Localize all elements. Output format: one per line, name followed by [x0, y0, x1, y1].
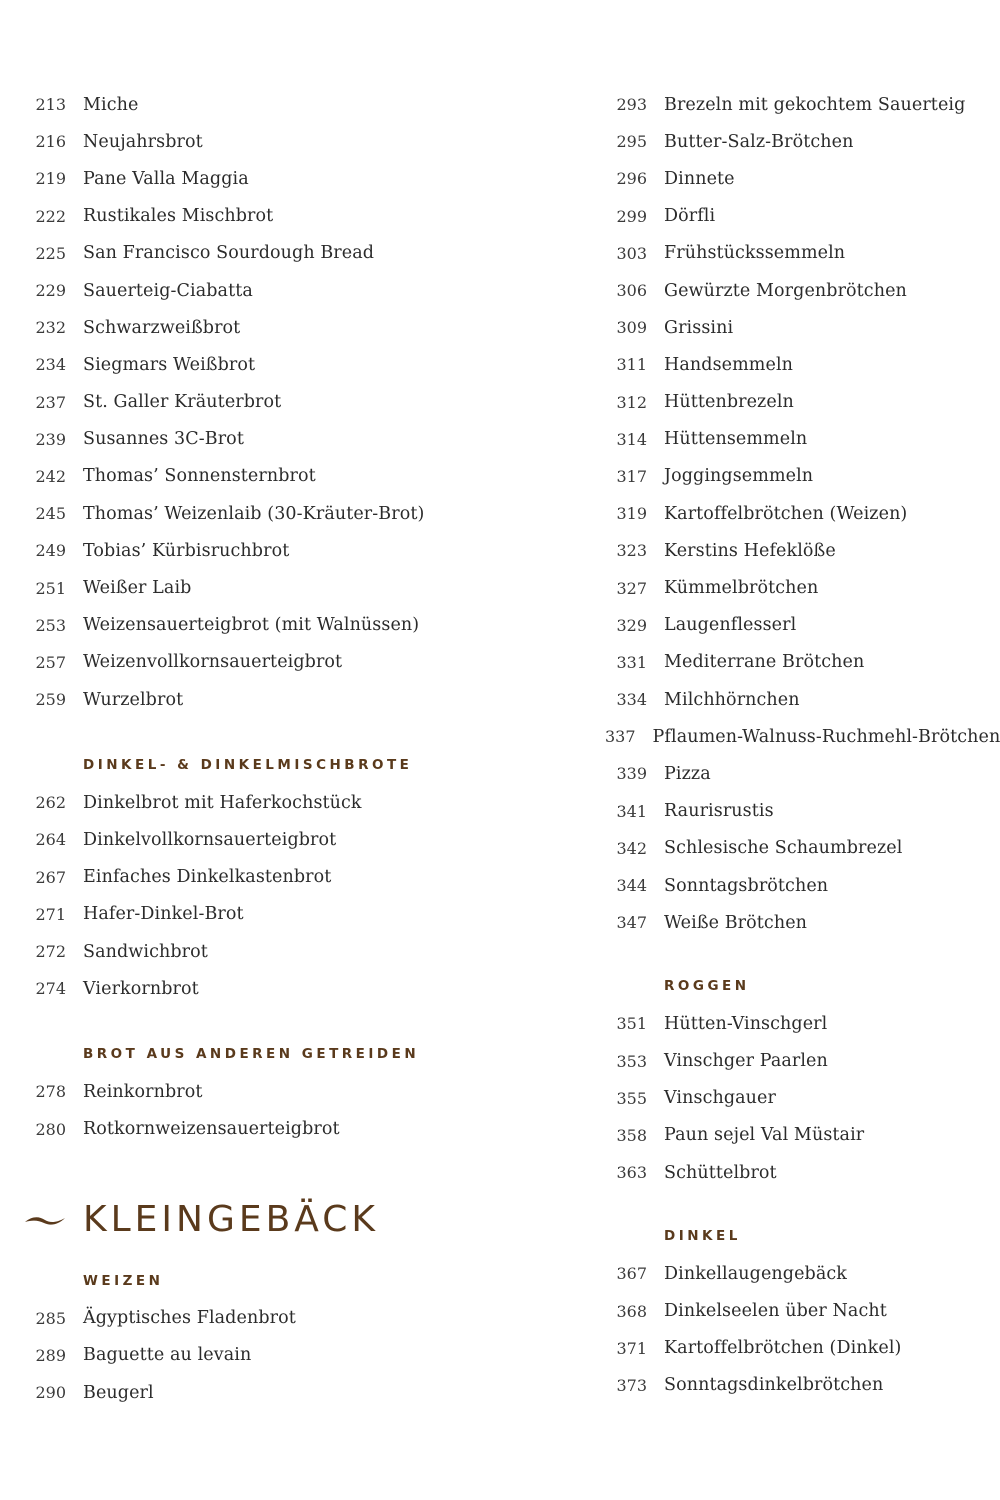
recipe-title: Pflaumen-Walnuss-Ruchmehl-Brötchen — [652, 726, 1000, 747]
toc-entry — [24, 1300, 494, 1337]
toc-entry — [24, 933, 494, 970]
page-number: 239 — [35, 429, 66, 449]
recipe-title: Paun sejel Val Müstair — [664, 1125, 865, 1146]
section-heading-dinkel-mischbrote: DINKEL- & DINKELMISCHBROTE — [83, 757, 413, 774]
page-number: 213 — [35, 95, 66, 115]
page-number: 251 — [35, 578, 66, 598]
toc-entry — [605, 532, 1000, 569]
recipe-title: Milchhörnchen — [664, 689, 800, 710]
page-number: 347 — [616, 913, 647, 933]
page-number: 303 — [616, 243, 647, 263]
toc-entry — [24, 821, 494, 858]
recipe-title: Joggingsemmeln — [664, 466, 814, 487]
recipe-title: Weißer Laib — [83, 578, 192, 599]
page-number: 267 — [35, 867, 66, 887]
recipe-title: Rotkornweizensauerteigbrot — [83, 1119, 340, 1140]
page-number: 271 — [35, 904, 66, 924]
page-number: 309 — [616, 318, 647, 338]
toc-entry — [605, 1330, 1000, 1367]
page-number: 280 — [35, 1119, 66, 1139]
recipe-title: Baguette au levain — [83, 1345, 252, 1366]
swoosh-ornament-icon — [24, 1210, 83, 1230]
toc-entry — [605, 235, 1000, 272]
page-number: 355 — [616, 1088, 647, 1108]
recipe-title: Kartoffelbrötchen (Dinkel) — [664, 1338, 902, 1359]
toc-group-andere-getreide — [24, 1073, 494, 1147]
toc-entry — [605, 421, 1000, 458]
toc-entry — [24, 1111, 494, 1148]
page-number: 272 — [35, 942, 66, 962]
toc-entry — [24, 859, 494, 896]
page-number: 285 — [35, 1308, 66, 1328]
page-number: 344 — [616, 876, 647, 896]
toc-entry — [24, 532, 494, 569]
toc-entry — [605, 384, 1000, 421]
page-number: 334 — [616, 690, 647, 710]
toc-group-weizen — [24, 1300, 494, 1412]
toc-entry — [605, 272, 1000, 309]
toc-entry — [24, 309, 494, 346]
recipe-title: Sonntagsbrötchen — [664, 875, 829, 896]
toc-entry — [605, 86, 1000, 123]
toc-entry — [605, 123, 1000, 160]
toc-entry — [24, 681, 494, 718]
recipe-title: Weizensauerteigbrot (mit Walnüssen) — [83, 615, 420, 636]
toc-group-roggen — [605, 1005, 1000, 1191]
page-number: 329 — [616, 615, 647, 635]
page-number: 289 — [35, 1345, 66, 1365]
page-number: 274 — [35, 979, 66, 999]
toc-entry — [605, 644, 1000, 681]
page-number: 317 — [616, 466, 647, 486]
toc-entry — [24, 495, 494, 532]
section-heading-dinkel: DINKEL — [664, 1228, 741, 1245]
recipe-title: Brezeln mit gekochtem Sauerteig — [664, 94, 966, 115]
recipe-title: Siegmars Weißbrot — [83, 354, 256, 375]
recipe-title: Vinschger Paarlen — [664, 1051, 828, 1072]
recipe-title: Vierkornbrot — [83, 978, 199, 999]
recipe-title: Susannes 3C-Brot — [83, 429, 244, 450]
page-number: 367 — [616, 1264, 647, 1284]
recipe-title: Pane Valla Maggia — [83, 168, 249, 189]
toc-entry — [605, 681, 1000, 718]
toc-entry — [605, 830, 1000, 867]
toc-entry — [24, 198, 494, 235]
toc-entry — [605, 458, 1000, 495]
page-number: 342 — [616, 838, 647, 858]
toc-entry — [605, 904, 1000, 941]
toc-entry — [605, 198, 1000, 235]
recipe-title: Dinkelseelen über Nacht — [664, 1301, 887, 1322]
page-number: 327 — [616, 578, 647, 598]
recipe-title: Einfaches Dinkelkastenbrot — [83, 867, 332, 888]
page-number: 311 — [616, 355, 647, 375]
page-number: 232 — [35, 318, 66, 338]
page-number: 371 — [616, 1338, 647, 1358]
page-number: 278 — [35, 1082, 66, 1102]
page-number: 249 — [35, 541, 66, 561]
page-number: 259 — [35, 690, 66, 710]
recipe-title: St. Galler Kräuterbrot — [83, 392, 282, 413]
toc-entry — [24, 1374, 494, 1411]
recipe-title: Sandwichbrot — [83, 941, 208, 962]
page-number: 264 — [35, 830, 66, 850]
recipe-title: San Francisco Sourdough Bread — [83, 243, 375, 264]
toc-entry — [24, 896, 494, 933]
page-number: 295 — [616, 132, 647, 152]
toc-entry — [605, 718, 1000, 755]
toc-entry — [605, 1005, 1000, 1042]
toc-entry — [24, 458, 494, 495]
recipe-title: Neujahrsbrot — [83, 131, 203, 152]
toc-entry — [24, 1337, 494, 1374]
toc-entry — [605, 1255, 1000, 1292]
section-heading-weizen: WEIZEN — [83, 1272, 164, 1289]
page-number: 331 — [616, 652, 647, 672]
toc-right-column — [605, 86, 1000, 1404]
page-number: 293 — [616, 95, 647, 115]
page-number: 341 — [616, 801, 647, 821]
recipe-title: Kerstins Hefeklöße — [664, 540, 836, 561]
recipe-title: Kartoffelbrötchen (Weizen) — [664, 503, 908, 524]
recipe-title: Dinnete — [664, 168, 735, 189]
toc-entry — [605, 1080, 1000, 1117]
page-number: 222 — [35, 206, 66, 226]
recipe-title: Ägyptisches Fladenbrot — [83, 1308, 296, 1329]
toc-entry — [24, 644, 494, 681]
recipe-title: Grissini — [664, 317, 734, 338]
recipe-title: Frühstückssemmeln — [664, 243, 846, 264]
recipe-title: Rustikales Mischbrot — [83, 206, 274, 227]
page-number: 353 — [616, 1051, 647, 1071]
page-number: 257 — [35, 652, 66, 672]
toc-entry — [24, 784, 494, 821]
recipe-title: Butter-Salz-Brötchen — [664, 131, 854, 152]
page-number: 373 — [616, 1375, 647, 1395]
page-number: 323 — [616, 541, 647, 561]
page-number: 299 — [616, 206, 647, 226]
toc-entry — [24, 123, 494, 160]
toc-entry — [24, 1073, 494, 1110]
page-number: 216 — [35, 132, 66, 152]
toc-entry — [24, 607, 494, 644]
toc-entry — [24, 235, 494, 272]
toc-entry — [24, 421, 494, 458]
page-number: 290 — [35, 1383, 66, 1403]
chapter-title: KLEINGEBÄCK — [83, 1199, 380, 1241]
recipe-title: Kümmelbrötchen — [664, 578, 819, 599]
toc-entry — [605, 160, 1000, 197]
toc-entry — [605, 1043, 1000, 1080]
recipe-title: Hüttenbrezeln — [664, 392, 794, 413]
toc-entry — [24, 569, 494, 606]
section-heading-andere-getreide: BROT AUS ANDEREN GETREIDEN — [83, 1046, 420, 1063]
recipe-title: Schlesische Schaumbrezel — [664, 838, 903, 859]
recipe-title: Thomas’ Sonnensternbrot — [83, 466, 316, 487]
toc-entry — [24, 272, 494, 309]
recipe-title: Hütten-Vinschgerl — [664, 1013, 828, 1034]
toc-entry — [24, 160, 494, 197]
page-number: 296 — [616, 169, 647, 189]
recipe-title: Pizza — [664, 763, 711, 784]
toc-entry — [24, 384, 494, 421]
recipe-title: Miche — [83, 94, 139, 115]
toc-entry — [605, 569, 1000, 606]
page-number: 262 — [35, 793, 66, 813]
page-number: 225 — [35, 243, 66, 263]
recipe-title: Dinkellaugengebäck — [664, 1263, 847, 1284]
toc-entry — [24, 970, 494, 1007]
recipe-title: Dörfli — [664, 206, 716, 227]
toc-group-weizen-continued — [605, 86, 1000, 941]
page-number: 351 — [616, 1014, 647, 1034]
recipe-title: Beugerl — [83, 1382, 154, 1403]
page-number: 229 — [35, 281, 66, 301]
recipe-title: Vinschgauer — [664, 1088, 776, 1109]
recipe-title: Weizenvollkornsauerteigbrot — [83, 652, 343, 673]
toc-entry — [605, 755, 1000, 792]
page-number: 358 — [616, 1125, 647, 1145]
recipe-title: Gewürzte Morgenbrötchen — [664, 280, 907, 301]
toc-entry — [605, 793, 1000, 830]
page-number: 245 — [35, 504, 66, 524]
recipe-title: Wurzelbrot — [83, 689, 184, 710]
recipe-title: Thomas’ Weizenlaib (30-Kräuter-Brot) — [83, 503, 425, 524]
toc-entry — [605, 867, 1000, 904]
page-number: 312 — [616, 392, 647, 412]
toc-entry — [605, 607, 1000, 644]
recipe-title: Reinkornbrot — [83, 1081, 203, 1102]
recipe-title: Hafer-Dinkel-Brot — [83, 904, 244, 925]
page-number: 219 — [35, 169, 66, 189]
page-number: 237 — [35, 392, 66, 412]
toc-left-column — [24, 86, 494, 1411]
recipe-title: Raurisrustis — [664, 801, 774, 822]
page-number: 306 — [616, 281, 647, 301]
page-number: 337 — [605, 727, 636, 747]
recipe-title: Weiße Brötchen — [664, 912, 808, 933]
page-number: 234 — [35, 355, 66, 375]
toc-entry — [605, 495, 1000, 532]
recipe-title: Tobias’ Kürbisruchbrot — [83, 540, 290, 561]
page-number: 319 — [616, 504, 647, 524]
chapter-heading — [24, 1188, 494, 1252]
recipe-title: Sonntagsdinkelbrötchen — [664, 1375, 884, 1396]
recipe-title: Sauerteig-Ciabatta — [83, 280, 253, 301]
toc-entry — [605, 309, 1000, 346]
recipe-title: Hüttensemmeln — [664, 429, 808, 450]
toc-group-brot-weizen — [24, 86, 494, 718]
recipe-title: Dinkelvollkornsauerteigbrot — [83, 829, 337, 850]
toc-entry — [24, 86, 494, 123]
recipe-title: Schüttelbrot — [664, 1162, 777, 1183]
section-heading-roggen: ROGGEN — [664, 978, 750, 995]
page-number: 368 — [616, 1301, 647, 1321]
recipe-title: Laugenflesserl — [664, 615, 797, 636]
toc-entry — [605, 1154, 1000, 1191]
toc-entry — [24, 346, 494, 383]
page-number: 314 — [616, 429, 647, 449]
toc-group-dinkel — [605, 1255, 1000, 1404]
toc-entry — [605, 1117, 1000, 1154]
page-number: 339 — [616, 764, 647, 784]
toc-group-dinkel-mischbrote — [24, 784, 494, 1007]
toc-entry — [605, 1367, 1000, 1404]
toc-entry — [605, 1292, 1000, 1329]
page-number: 253 — [35, 615, 66, 635]
recipe-title: Schwarzweißbrot — [83, 317, 241, 338]
page-number: 242 — [35, 466, 66, 486]
recipe-title: Mediterrane Brötchen — [664, 652, 865, 673]
recipe-title: Dinkelbrot mit Haferkochstück — [83, 792, 362, 813]
recipe-title: Handsemmeln — [664, 354, 794, 375]
page-number: 363 — [616, 1163, 647, 1183]
toc-entry — [605, 346, 1000, 383]
